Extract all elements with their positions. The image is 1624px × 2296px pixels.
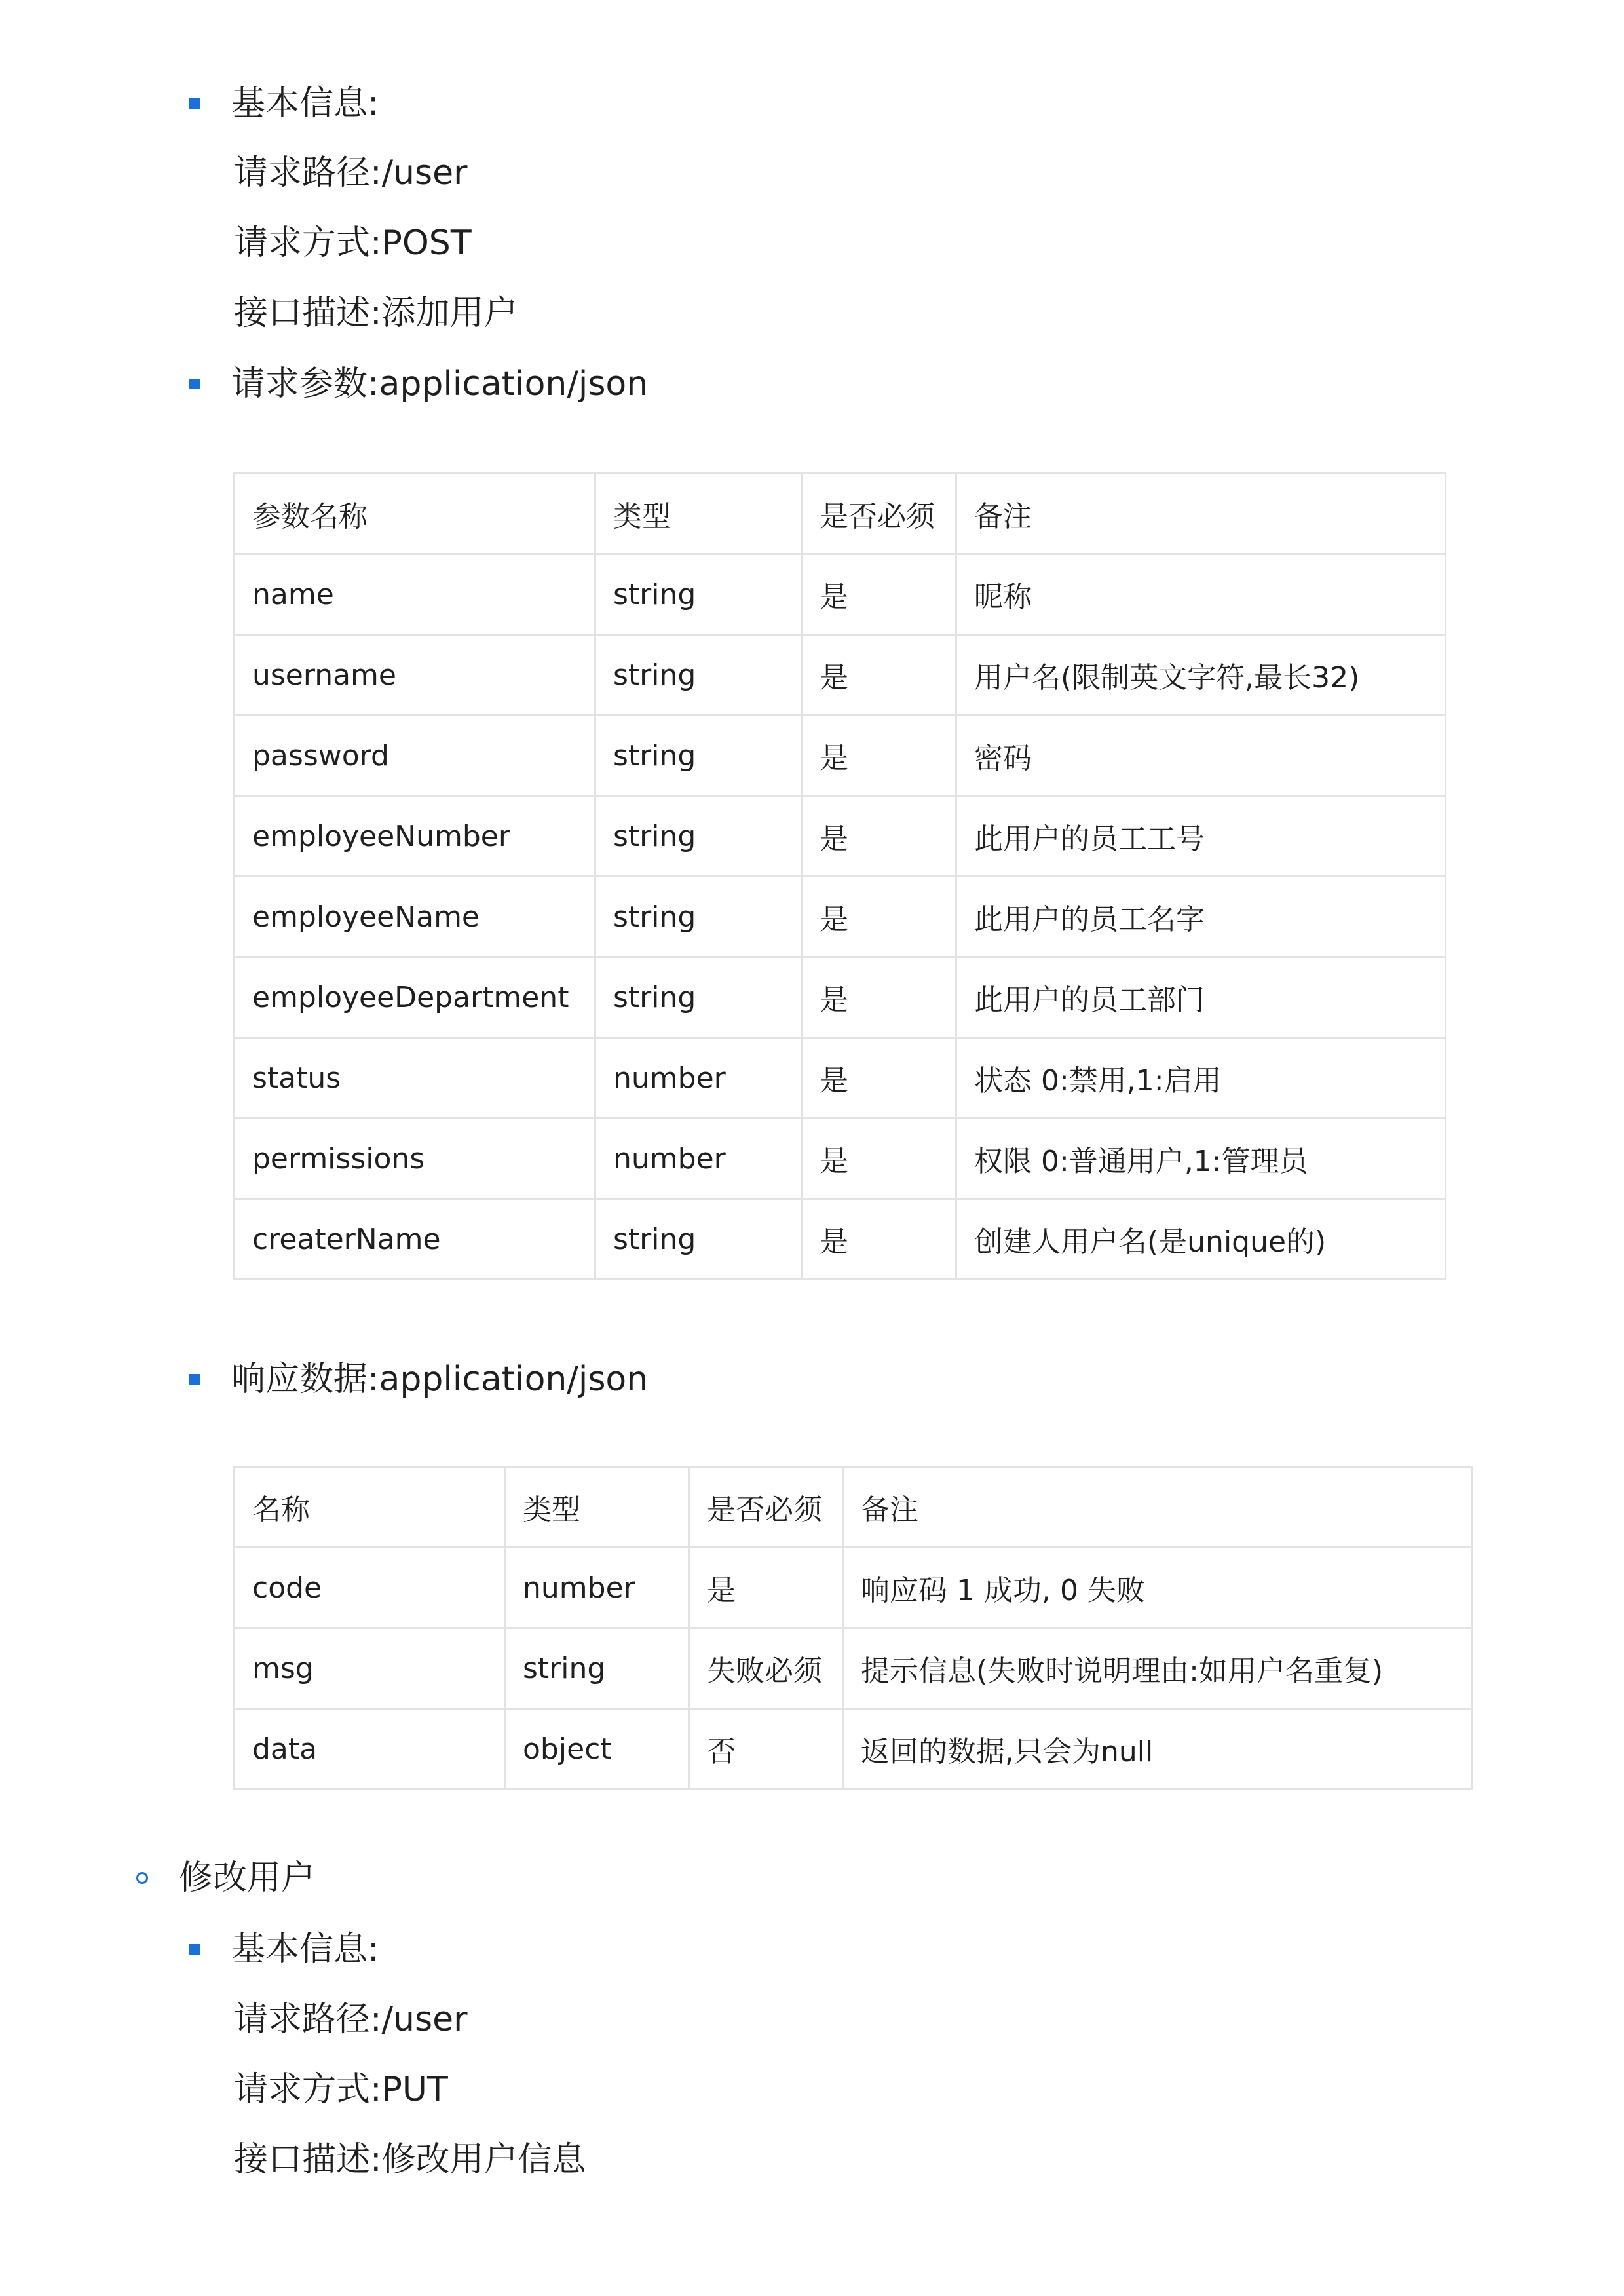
table-row xyxy=(235,635,1446,716)
bullet-square-icon xyxy=(189,98,200,109)
response-data-label: 响应数据:application/json xyxy=(231,1360,649,1399)
table-cell: data xyxy=(235,1709,505,1789)
table-cell: 失败必须 xyxy=(689,1628,843,1709)
table-cell: name xyxy=(235,554,595,635)
table-cell: object xyxy=(505,1709,689,1789)
bullet-square-icon xyxy=(189,379,200,389)
table-header-cell: 是否必须 xyxy=(689,1467,843,1548)
table-cell: employeeName xyxy=(235,877,595,957)
table-cell: createrName xyxy=(235,1199,595,1280)
table-header-cell: 备注 xyxy=(843,1467,1472,1548)
table-cell: username xyxy=(235,635,595,716)
table-cell: msg xyxy=(235,1628,505,1709)
table-header-row xyxy=(235,1467,1472,1548)
bullet-square-icon xyxy=(189,1374,200,1385)
table-cell: status xyxy=(235,1038,595,1119)
table-header-cell: 名称 xyxy=(235,1467,505,1548)
table-row xyxy=(235,1038,1446,1119)
table-cell: 是 xyxy=(802,554,956,635)
table-cell: 权限 0:普通用户,1:管理员 xyxy=(956,1119,1446,1199)
table-row xyxy=(235,1628,1472,1709)
basic-info-label: 基本信息: xyxy=(231,1930,379,1969)
table-row xyxy=(235,877,1446,957)
table-header-cell: 是否必须 xyxy=(802,474,956,554)
table-cell: string xyxy=(595,1199,802,1280)
api-description-line: 接口描述:添加用户 xyxy=(234,294,518,333)
table-header-row xyxy=(235,474,1446,554)
table-cell: 昵称 xyxy=(956,554,1446,635)
response-data-table xyxy=(233,1466,1473,1790)
table-cell: 是 xyxy=(802,1038,956,1119)
table-header-cell: 类型 xyxy=(595,474,802,554)
table-cell: string xyxy=(595,716,802,796)
table-row xyxy=(235,1709,1472,1789)
table-cell: 返回的数据,只会为null xyxy=(843,1709,1472,1789)
table-cell: 此用户的员工工号 xyxy=(956,796,1446,877)
table-row xyxy=(235,554,1446,635)
table-cell: 是 xyxy=(802,796,956,877)
table-row xyxy=(235,957,1446,1038)
request-params-table xyxy=(233,472,1446,1280)
table-cell: password xyxy=(235,716,595,796)
table-cell: number xyxy=(595,1038,802,1119)
request-path-line: 请求路径:/user xyxy=(234,2000,468,2039)
api-description-line: 接口描述:修改用户信息 xyxy=(234,2140,586,2179)
table-row xyxy=(235,796,1446,877)
table-cell: 是 xyxy=(802,635,956,716)
table-cell: string xyxy=(505,1628,689,1709)
basic-info-label: 基本信息: xyxy=(231,84,379,123)
table-cell: 是 xyxy=(802,716,956,796)
table-cell: 用户名(限制英文字符,最长32) xyxy=(956,635,1446,716)
request-method-line: 请求方式:PUT xyxy=(234,2070,448,2109)
table-cell: string xyxy=(595,635,802,716)
table-cell: 创建人用户名(是unique的) xyxy=(956,1199,1446,1280)
table-cell: string xyxy=(595,957,802,1038)
table-cell: 是 xyxy=(802,1199,956,1280)
table-cell: 提示信息(失败时说明理由:如用户名重复) xyxy=(843,1628,1472,1709)
table-header-cell: 参数名称 xyxy=(235,474,595,554)
bullet-circle-icon xyxy=(136,1872,148,1884)
table-cell: 响应码 1 成功, 0 失败 xyxy=(843,1548,1472,1628)
table-cell: employeeNumber xyxy=(235,796,595,877)
table-header-cell: 类型 xyxy=(505,1467,689,1548)
table-cell: 是 xyxy=(802,1119,956,1199)
table-cell: employeeDepartment xyxy=(235,957,595,1038)
table-cell: 是 xyxy=(802,957,956,1038)
table-cell: permissions xyxy=(235,1119,595,1199)
modify-user-title: 修改用户 xyxy=(179,1858,316,1898)
table-cell: string xyxy=(595,554,802,635)
table-cell: 状态 0:禁用,1:启用 xyxy=(956,1038,1446,1119)
request-path-line: 请求路径:/user xyxy=(234,153,468,193)
table-cell: string xyxy=(595,796,802,877)
table-cell: number xyxy=(505,1548,689,1628)
table-row xyxy=(235,716,1446,796)
table-cell: 此用户的员工名字 xyxy=(956,877,1446,957)
table-row xyxy=(235,1199,1446,1280)
table-row xyxy=(235,1119,1446,1199)
table-row xyxy=(235,1548,1472,1628)
bullet-square-icon xyxy=(189,1944,200,1955)
request-method-line: 请求方式:POST xyxy=(234,223,472,263)
table-cell: 是 xyxy=(802,877,956,957)
table-cell: 此用户的员工部门 xyxy=(956,957,1446,1038)
table-cell: 密码 xyxy=(956,716,1446,796)
table-cell: 是 xyxy=(689,1548,843,1628)
request-params-label: 请求参数:application/json xyxy=(231,364,649,404)
table-header-cell: 备注 xyxy=(956,474,1446,554)
table-cell: number xyxy=(595,1119,802,1199)
table-cell: string xyxy=(595,877,802,957)
table-cell: code xyxy=(235,1548,505,1628)
table-cell: 否 xyxy=(689,1709,843,1789)
